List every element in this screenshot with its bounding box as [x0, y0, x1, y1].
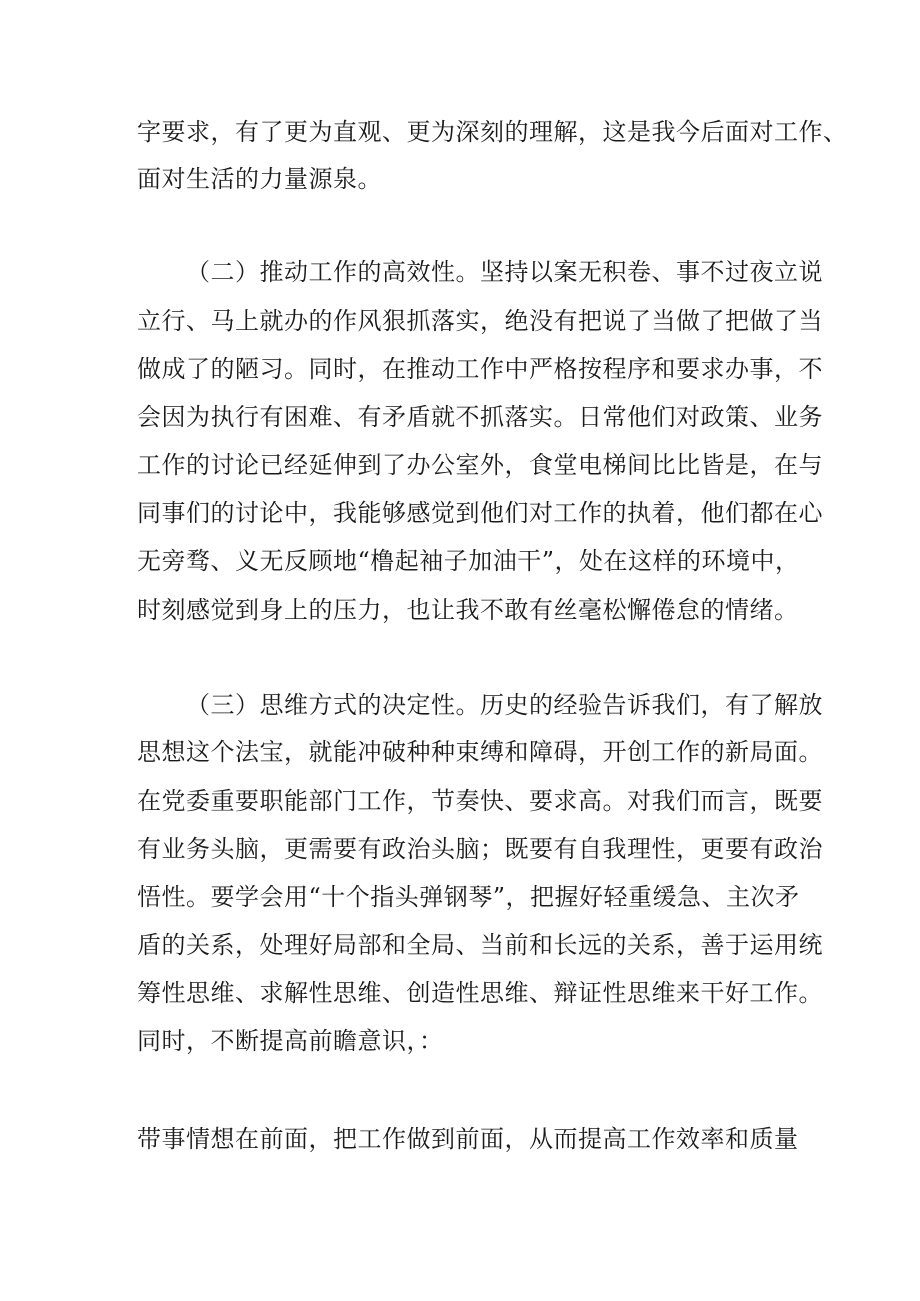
paragraph-line: 工作的讨论已经延伸到了办公室外，食堂电梯间比比皆是，在与: [137, 451, 823, 479]
paragraph-line: 有业务头脑，更需要有政治头脑；既要有自我理性，更要有政治: [137, 835, 823, 863]
paragraph-line: 面对生活的力量源泉。: [137, 165, 382, 193]
paragraph-line: 同事们的讨论中，我能够感觉到他们对工作的执着，他们都在心: [137, 499, 823, 527]
paragraph-line: 无旁骛、义无反顾地“橹起袖子加油干”，处在这样的环境中，: [137, 547, 800, 575]
paragraph-line: （三）思维方式的决定性。历史的经验告诉我们，有了解放: [186, 691, 823, 719]
paragraph-line: 立行、马上就办的作风狠抓落实，绝没有把说了当做了把做了当: [137, 307, 823, 335]
paragraph-line: 思想这个法宝，就能冲破种种束缚和障碍，开创工作的新局面。: [137, 738, 823, 766]
paragraph-line: 在党委重要职能部门工作，节奏快、要求高。对我们而言，既要: [137, 787, 823, 815]
paragraph-line: 盾的关系，处理好局部和全局、当前和长远的关系，善于运用统: [137, 931, 823, 959]
paragraph-line: 字要求，有了更为直观、更为深刻的理解，这是我今后面对工作、: [137, 118, 848, 146]
paragraph-line: 做成了的陋习。同时，在推动工作中严格按程序和要求办事，不: [137, 355, 823, 383]
paragraph-line: 同时，不断提高前瞻意识，：: [137, 1027, 444, 1055]
paragraph-line: 带事情想在前面，把工作做到前面，从而提高工作效率和质量: [137, 1125, 799, 1153]
paragraph-line: 时刻感觉到身上的压力，也让我不敢有丝毫松懈倦怠的情绪。: [137, 596, 799, 624]
paragraph-line: 悟性。要学会用“十个指头弹钢琴”，把握好轻重缓急、主次矛: [137, 883, 800, 911]
paragraph-line: （二）推动工作的高效性。坚持以案无积卷、事不过夜立说: [186, 258, 823, 286]
paragraph-line: 筹性思维、求解性思维、创造性思维、辩证性思维来干好工作。: [137, 979, 823, 1007]
paragraph-line: 会因为执行有困难、有矛盾就不抓落实。日常他们对政策、业务: [137, 403, 823, 431]
